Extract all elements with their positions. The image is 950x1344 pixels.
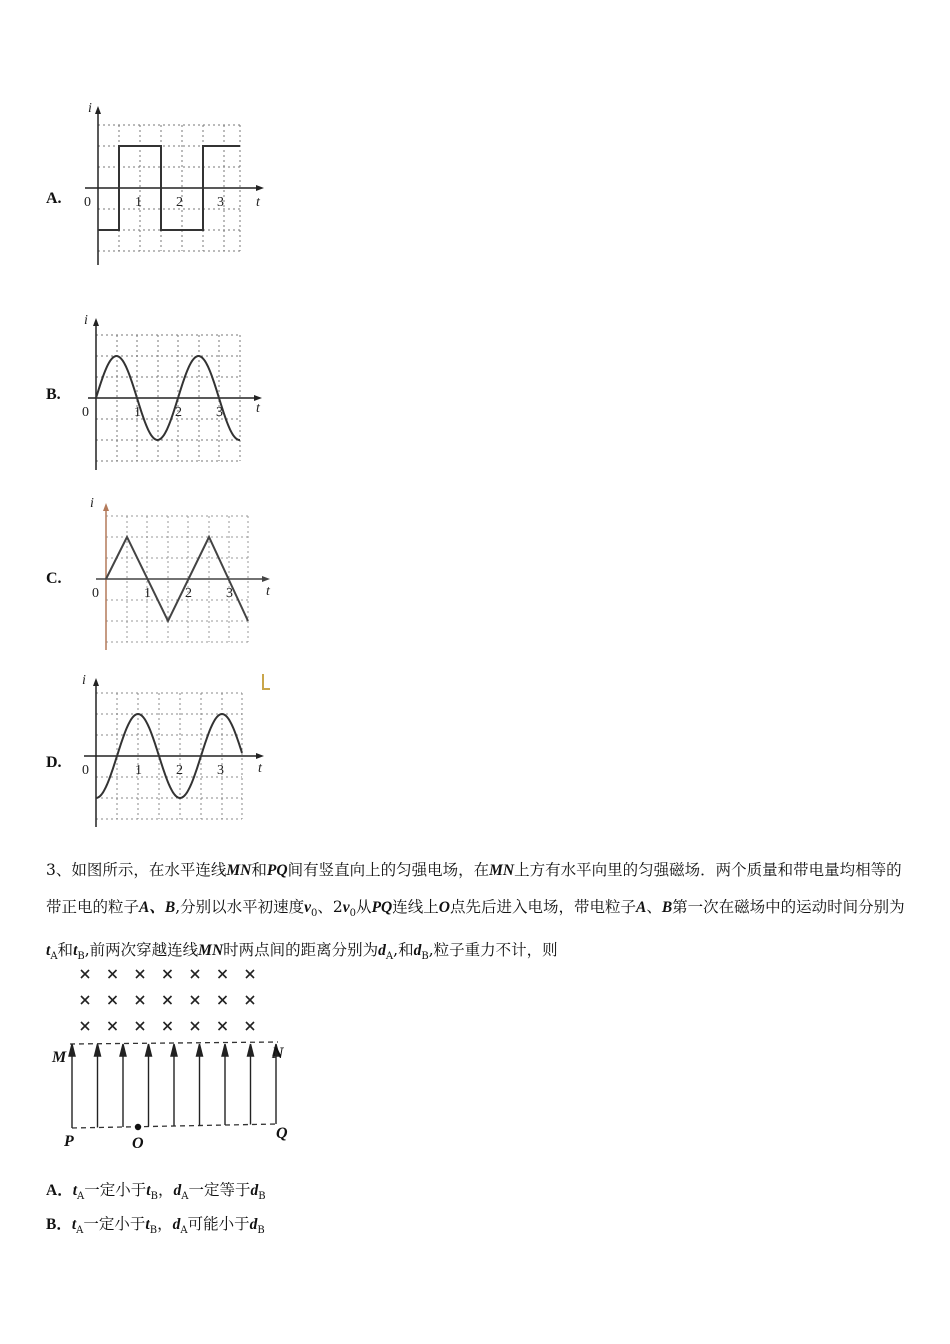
label-m: M xyxy=(52,1049,67,1066)
q-text: 上方有水平向里的匀强磁场．两个质量和带电量均相等的带正电的粒子 xyxy=(46,861,902,916)
field-arrow-head xyxy=(120,1044,126,1056)
q-ab: A、B xyxy=(139,899,176,916)
graph-a-tick-1: 1 xyxy=(135,195,142,210)
ans-var: d xyxy=(250,1182,259,1199)
cross-mark xyxy=(109,996,117,1004)
cross-mark xyxy=(81,1022,89,1030)
field-arrow-head xyxy=(69,1044,75,1056)
cross-mark xyxy=(109,970,117,978)
cross-mark xyxy=(191,970,199,978)
q-b: B xyxy=(661,899,673,916)
cross-mark xyxy=(219,996,227,1004)
q-sub: B xyxy=(77,951,85,963)
q-mn: MN xyxy=(489,862,515,879)
q-sub: 0 xyxy=(311,908,318,920)
graph-b-tick-1: 1 xyxy=(134,405,141,420)
cross-mark xyxy=(81,996,89,1004)
ans-sub: A xyxy=(77,1191,85,1203)
cross-mark xyxy=(164,996,172,1004)
ans-text: 可能小于 xyxy=(187,1215,250,1233)
graph-c-svg xyxy=(80,495,280,655)
label-n: N xyxy=(272,1045,284,1062)
cross-mark xyxy=(164,1022,172,1030)
q-mn: MN xyxy=(198,942,224,960)
ans-text: ， xyxy=(157,1215,173,1233)
graph-a-svg xyxy=(80,100,270,270)
ans-var: t xyxy=(71,1216,77,1233)
graph-d-tick-2: 2 xyxy=(176,763,183,778)
field-arrow-head xyxy=(146,1044,152,1056)
graph-c-tick-2: 2 xyxy=(185,586,192,601)
magnetic-field-crosses xyxy=(81,970,254,1030)
ans-text: 一定等于 xyxy=(188,1181,251,1199)
q-o: O xyxy=(438,899,450,916)
q-pq: PQ xyxy=(371,899,393,916)
q-text: ,分别以水平初速度 xyxy=(175,898,305,916)
field-figure xyxy=(50,962,300,1156)
ans-sub: A xyxy=(180,1225,188,1237)
q-d: d xyxy=(378,942,386,960)
graph-a xyxy=(80,100,270,270)
q-text: 连线上 xyxy=(392,898,439,916)
option-c-label: C. xyxy=(46,570,62,587)
graph-b-origin: 0 xyxy=(82,405,89,420)
label-q: Q xyxy=(276,1125,288,1142)
field-arrow-head xyxy=(248,1044,254,1056)
q-a: A xyxy=(635,899,647,916)
graph-d-origin: 0 xyxy=(82,763,89,778)
q-text: 和 xyxy=(57,941,74,960)
option-a-label: A. xyxy=(46,190,62,207)
graph-b-x-label: t xyxy=(256,401,260,416)
field-arrow-head xyxy=(197,1044,203,1056)
graph-a-x-label: t xyxy=(256,195,260,210)
graph-d xyxy=(80,672,280,832)
ans-var: t xyxy=(146,1182,151,1199)
q-sub: A xyxy=(385,951,394,963)
answer-a-label: A． xyxy=(46,1182,73,1199)
q-text: 第一次在磁场中的运动时间分别为 xyxy=(672,898,905,916)
graph-c-tick-1: 1 xyxy=(144,586,151,601)
ans-var: t xyxy=(145,1216,150,1233)
graph-a-y-label: i xyxy=(88,101,92,116)
graph-c-x-label: t xyxy=(266,584,270,599)
graph-b-svg xyxy=(80,312,270,472)
q-sub: A xyxy=(50,951,58,963)
field-arrow-head xyxy=(222,1044,228,1056)
graph-a-tick-2: 2 xyxy=(176,195,183,210)
field-figure-svg xyxy=(50,962,300,1152)
cross-mark xyxy=(164,970,172,978)
q-v: v xyxy=(342,899,350,916)
q-text: 时两点间的距离分别为 xyxy=(223,941,379,960)
q-text: 、2 xyxy=(317,898,343,916)
graph-d-y-label: i xyxy=(82,673,86,688)
electric-field-arrows xyxy=(69,1044,279,1128)
graph-d-svg xyxy=(80,672,280,832)
cross-mark xyxy=(109,1022,117,1030)
graph-d-tick-1: 1 xyxy=(135,763,142,778)
cross-mark xyxy=(136,1022,144,1030)
ans-sub: B xyxy=(150,1191,158,1203)
ans-text: 一定小于 xyxy=(83,1215,146,1233)
graph-c-origin: 0 xyxy=(92,586,99,601)
answer-b[interactable] xyxy=(46,1212,265,1236)
ans-sub: B xyxy=(149,1225,158,1237)
ans-var: t xyxy=(72,1182,78,1199)
q-t: t xyxy=(73,942,78,960)
q-sub: 0 xyxy=(349,908,357,920)
ans-var: d xyxy=(173,1182,182,1199)
field-arrow-head xyxy=(95,1044,101,1056)
field-arrow-head xyxy=(171,1044,177,1056)
ans-sub: B xyxy=(257,1225,265,1237)
graph-c-tick-3: 3 xyxy=(226,586,233,601)
cross-mark xyxy=(219,970,227,978)
q-v: v xyxy=(304,899,312,916)
q-text: 、 xyxy=(646,898,662,916)
ans-var: d xyxy=(249,1216,258,1233)
graph-c xyxy=(80,495,280,655)
ans-text: ， xyxy=(157,1181,174,1199)
graph-b xyxy=(80,312,270,472)
cross-mark xyxy=(246,1022,254,1030)
q-text: 从 xyxy=(356,898,372,916)
option-d-label: D. xyxy=(46,754,62,771)
cross-mark xyxy=(81,970,89,978)
answer-a[interactable] xyxy=(46,1178,266,1202)
q-text: 如图所示，在水平连线 xyxy=(71,861,227,879)
cross-mark xyxy=(191,1022,199,1030)
option-b-label: B. xyxy=(46,386,61,403)
cross-mark xyxy=(246,996,254,1004)
ans-sub: A xyxy=(76,1225,84,1237)
cross-mark xyxy=(191,996,199,1004)
q-sub: B xyxy=(421,951,429,963)
graph-b-y-label: i xyxy=(84,313,88,328)
graph-b-tick-3: 3 xyxy=(216,405,223,420)
q-text: ,前两次穿越连线 xyxy=(84,941,199,960)
graph-d-x-label: t xyxy=(258,761,262,776)
ans-sub: A xyxy=(181,1191,189,1203)
q-pq: PQ xyxy=(266,862,288,879)
q-d: d xyxy=(413,942,422,960)
q-text: 间有竖直向上的匀强电场，在 xyxy=(287,861,490,879)
ans-sub: B xyxy=(258,1191,266,1203)
q-text: ,粒子重力不计，则 xyxy=(428,941,558,960)
graph-a-origin: 0 xyxy=(84,195,91,210)
q-text: 和 xyxy=(251,861,267,879)
graph-b-tick-2: 2 xyxy=(175,405,182,420)
cross-mark xyxy=(136,996,144,1004)
graph-a-tick-3: 3 xyxy=(217,195,224,210)
answer-b-label: B． xyxy=(46,1216,72,1233)
cross-mark xyxy=(246,970,254,978)
ans-text: 一定小于 xyxy=(84,1181,147,1199)
q-t: t xyxy=(46,942,51,960)
graph-c-y-label: i xyxy=(90,496,94,511)
q-mn: MN xyxy=(226,862,252,879)
graph-d-tick-3: 3 xyxy=(217,763,224,778)
q-text: ,和 xyxy=(393,941,414,960)
label-p: P xyxy=(64,1133,74,1150)
point-o xyxy=(135,1124,141,1130)
question-number: 3、 xyxy=(46,861,72,879)
ans-var: d xyxy=(172,1216,181,1233)
q-text: 点先后进入电场，带电粒子 xyxy=(449,898,636,916)
question-3 xyxy=(46,852,916,975)
cross-mark xyxy=(136,970,144,978)
label-o: O xyxy=(132,1135,144,1152)
cross-mark xyxy=(219,1022,227,1030)
